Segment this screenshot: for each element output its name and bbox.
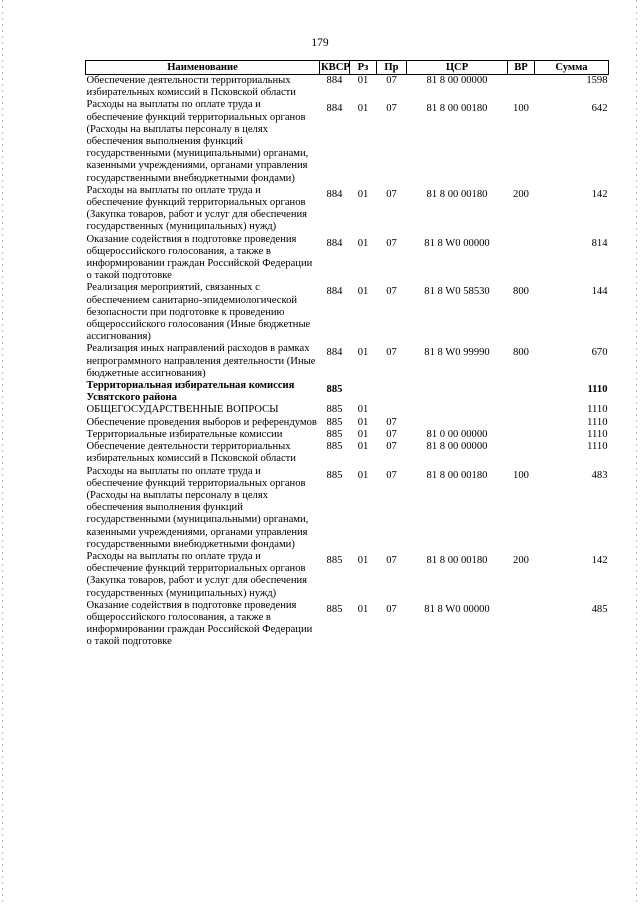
page-number: 179 (311, 37, 329, 49)
cell-csr: 81 0 00 00000 (426, 428, 488, 440)
table-row (86, 282, 609, 343)
cell-sum: 1110 (587, 384, 608, 396)
cell-kvsr: 884 (326, 188, 343, 200)
cell-rz: 01 (357, 286, 369, 298)
cell-sum: 485 (591, 603, 608, 615)
cell-name: Расходы на выплаты по оплате труда и обеспечение функций территориальных органов (Закупка товаров, работ и услуг для обеспечения государственных (муниципальных) нужд) (86, 550, 308, 599)
cell-rz: 01 (357, 347, 369, 359)
cell-kvsr: 884 (326, 75, 343, 86)
cell-kvsr: 885 (326, 469, 343, 481)
header-kvsr: КВСР (321, 61, 350, 73)
cell-sum: 670 (591, 347, 608, 359)
table-row (86, 429, 609, 441)
cell-pr: 07 (386, 237, 397, 249)
scan-right-edge (636, 0, 637, 905)
cell-kvsr: 885 (326, 404, 343, 416)
cell-kvsr: 885 (326, 554, 343, 566)
cell-vr (508, 404, 535, 416)
cell-kvsr: 885 (326, 603, 343, 615)
table-row (86, 343, 609, 380)
cell-pr (377, 404, 407, 416)
header-vr: ВР (508, 61, 535, 75)
cell-pr: 07 (386, 103, 397, 115)
table-row (86, 380, 609, 404)
cell-pr: 07 (386, 441, 397, 453)
cell-rz: 01 (357, 554, 369, 566)
cell-kvsr: 885 (326, 416, 343, 428)
cell-name: Обеспечение деятельности территориальных избирательных комиссий в Псковской области (86, 441, 296, 465)
cell-vr: 800 (513, 347, 529, 359)
table-row (86, 234, 609, 283)
cell-sum: 814 (591, 237, 608, 249)
cell-pr: 07 (386, 603, 397, 615)
cell-pr: 07 (386, 347, 397, 359)
cell-vr (508, 417, 535, 429)
cell-sum: 483 (591, 469, 608, 481)
cell-name: Расходы на выплаты по оплате труда и обеспечение функций территориальных органов (Расходы на выплаты персоналу в целях обеспечения выполнения функций государственными (муниципальными) органами, казенными учреждениями, органами управления государственными внебюджетными фондами) (86, 99, 309, 184)
cell-sum: 142 (591, 554, 608, 566)
cell-rz: 01 (357, 188, 369, 200)
cell-name: Расходы на выплаты по оплате труда и обеспечение функций территориальных органов (Расходы на выплаты персоналу в целях обеспечения выполнения функций государственными (муниципальными) органами, казенными учреждениями, органами управления государственными внебюджетными фондами) (86, 465, 309, 550)
cell-kvsr: 884 (326, 286, 343, 298)
table-row (86, 99, 609, 184)
cell-vr (508, 441, 535, 465)
cell-vr (508, 600, 535, 649)
cell-kvsr: 884 (326, 347, 343, 359)
cell-sum: 1110 (587, 404, 608, 416)
cell-pr: 07 (386, 469, 397, 481)
cell-rz: 01 (357, 469, 369, 481)
table-row (86, 404, 609, 416)
cell-rz: 01 (357, 441, 369, 453)
cell-vr (508, 234, 535, 283)
cell-kvsr: 885 (326, 428, 343, 440)
cell-csr: 81 8 W0 99990 (424, 347, 490, 359)
header-sum: Сумма (535, 61, 609, 75)
table-header-row (86, 61, 609, 75)
cell-csr (407, 417, 508, 429)
table-row (86, 185, 609, 234)
cell-kvsr: 884 (326, 103, 343, 115)
table-row (86, 417, 609, 429)
cell-csr: 81 8 00 00000 (426, 75, 488, 86)
cell-sum: 1110 (587, 416, 608, 428)
cell-vr: 200 (513, 188, 529, 200)
cell-vr (508, 75, 535, 100)
table-row (86, 441, 609, 465)
cell-vr: 800 (513, 286, 529, 298)
cell-name: Реализация иных направлений расходов в рамках непрограммного направления деятельности (Иные бюджетные ассигнования) (86, 343, 316, 379)
cell-rz (350, 380, 377, 404)
cell-vr: 200 (513, 554, 529, 566)
cell-csr: 81 8 00 00000 (426, 441, 488, 453)
header-csr: ЦСР (407, 61, 508, 75)
cell-name: ОБЩЕГОСУДАРСТВЕННЫЕ ВОПРОСЫ (86, 404, 279, 416)
cell-vr: 100 (513, 103, 529, 115)
cell-name: Территориальная избирательная комиссия Усвятского района (86, 380, 295, 404)
cell-rz: 01 (357, 237, 369, 249)
cell-csr (407, 404, 508, 416)
scan-left-edge (2, 0, 3, 905)
cell-vr (508, 380, 535, 404)
cell-pr (377, 380, 407, 404)
header-rz: Рз (350, 61, 377, 75)
cell-pr: 07 (386, 188, 397, 200)
cell-vr: 100 (513, 469, 529, 481)
cell-name: Обеспечение проведения выборов и референдумов (86, 416, 317, 428)
cell-sum: 642 (591, 103, 608, 115)
cell-sum: 1110 (587, 428, 608, 440)
cell-pr: 07 (386, 75, 397, 86)
cell-sum: 142 (591, 188, 608, 200)
cell-csr: 81 8 W0 58530 (424, 286, 490, 298)
cell-kvsr: 885 (326, 441, 343, 453)
cell-rz: 01 (357, 75, 369, 86)
cell-pr: 07 (386, 428, 397, 440)
cell-pr: 07 (386, 554, 397, 566)
cell-name: Расходы на выплаты по оплате труда и обеспечение функций территориальных органов (Закупка товаров, работ и услуг для обеспечения государственных (муниципальных) нужд) (86, 184, 308, 233)
cell-rz: 01 (357, 428, 369, 440)
cell-csr (407, 380, 508, 404)
cell-sum: 1110 (587, 441, 608, 453)
table-row (86, 600, 609, 649)
cell-rz: 01 (357, 103, 369, 115)
cell-name: Обеспечение деятельности территориальных избирательных комиссий в Псковской области (86, 75, 296, 99)
cell-csr: 81 8 00 00180 (426, 554, 488, 566)
cell-name: Реализация мероприятий, связанных с обеспечением санитарно-эпидемиологической безопасности при подготовке к проведению общероссийского голосования (Иные бюджетные ассигнования) (86, 282, 311, 343)
cell-kvsr: 884 (326, 237, 343, 249)
header-pr: Пр (377, 61, 407, 75)
cell-name: Оказание содействия в подготовке проведения общероссийского голосования, а также в информировании граждан Российской Федерации о такой подготовке (86, 599, 313, 648)
table-row (86, 466, 609, 551)
cell-csr: 81 8 00 00180 (426, 103, 488, 115)
cell-pr: 07 (386, 416, 397, 428)
cell-kvsr: 885 (326, 384, 343, 396)
cell-vr (508, 429, 535, 441)
cell-name: Территориальные избирательные комиссии (86, 428, 283, 440)
cell-csr: 81 8 W0 00000 (424, 603, 490, 615)
table-row (86, 75, 609, 100)
cell-rz: 01 (357, 603, 369, 615)
cell-name: Оказание содействия в подготовке проведения общероссийского голосования, а также в информировании граждан Российской Федерации о такой подготовке (86, 233, 313, 282)
header-name: Наименование (86, 61, 320, 75)
cell-csr: 81 8 00 00180 (426, 469, 488, 481)
cell-csr: 81 8 W0 00000 (424, 237, 490, 249)
table-row (86, 551, 609, 600)
cell-sum: 1598 (586, 75, 608, 86)
cell-sum: 144 (591, 286, 608, 298)
cell-csr: 81 8 00 00180 (426, 188, 488, 200)
budget-table (85, 60, 609, 649)
cell-rz: 01 (357, 404, 369, 416)
cell-pr: 07 (386, 286, 397, 298)
cell-rz: 01 (357, 416, 369, 428)
